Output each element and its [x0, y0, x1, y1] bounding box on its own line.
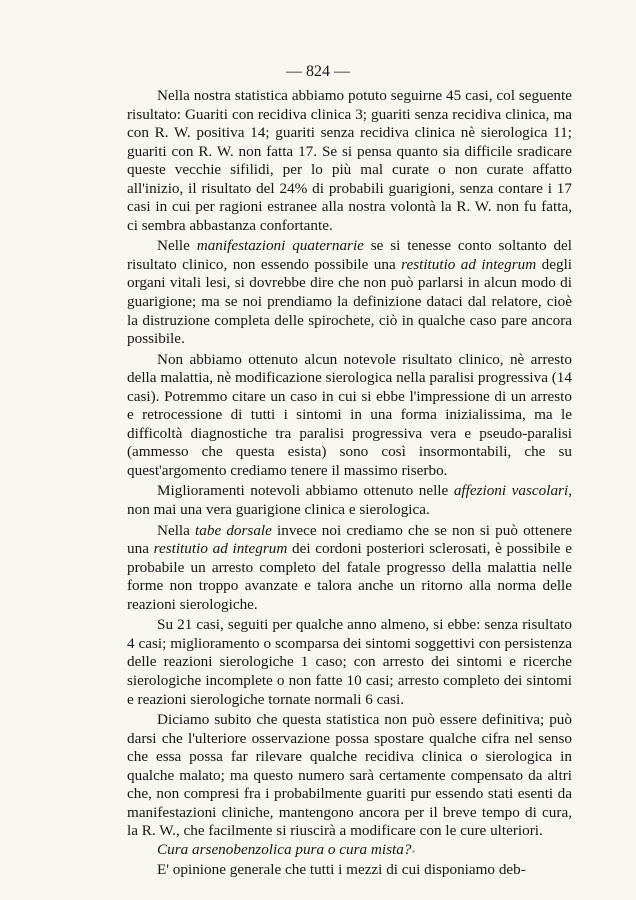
italic-term: tabe dorsale	[195, 521, 272, 539]
text-run: Nelle	[157, 237, 197, 255]
text-run: Nella nostra statistica abbiamo potuto seguirne 45 casi, col seguente risultato: Guariti con recidiva clinica 3; guariti senza recidiva clinica, ma con R. W. positiva 14; guariti senza recidiva clinica nè sierologica 11; guariti con R. W. non fatta 17. Se si pensa quanto sia difficile sradicare queste vecchie sifilidi, per lo più mal curate o non curate affatto all'inizio, il risultato del 24% di probabili guarigioni, senza contare i 17 casi in cui per ragioni estranee alla nostra volontà la R. W. non fu fatta, ci sembra abbastanza confortante.	[127, 87, 572, 234]
paragraph-definitive	[127, 711, 572, 841]
page-number: — 824 —	[286, 63, 350, 80]
italic-term: restitutio ad integrum	[153, 540, 288, 558]
paragraph-results	[127, 616, 572, 709]
text-run: Nella	[157, 521, 196, 539]
paragraph-last-line: E' opinione generale che tutti i mezzi di cui disponiamo deb-	[157, 861, 526, 879]
italic-term: manifestazioni quaternarie	[196, 237, 364, 255]
text-run: Su 21 casi, seguiti per qualche anno almeno, si ebbe: senza risultato 4 casi; miglioramento o scomparsa dei sintomi soggettivi con persistenza delle reazioni sierologiche 1 caso; con arresto dei sintomi e ricerche sierologiche incomplete o non fatte 10 casi; arresto completo dei sintomi e reazioni sierologiche tornate normali 6 casi.	[127, 616, 572, 708]
paragraph-paralysis	[127, 351, 572, 481]
section-heading: Cura arsenobenzolica pura o cura mista?	[157, 840, 412, 858]
paragraph-vascular	[127, 482, 572, 519]
italic-term: affezioni vascolari	[453, 482, 569, 500]
text-run: se si tenesse conto soltanto del risultato clinico, non essendo possibile una	[127, 237, 573, 273]
italic-term: restitutio ad integrum	[401, 255, 537, 273]
text-run: degli organi vitali lesi, si dovrebbe dire che non può parlarsi in alcun modo di guarigione; ma se noi prendiamo la definizione dataci dal relatore, cioè la distruzione completa delle spirochete, ciò in qualche caso pare ancora possibile.	[127, 255, 573, 348]
text-run: invece noi crediamo che se non si può ottenere una	[127, 521, 572, 558]
text-run: Diciamo subito che questa statistica non può essere definitiva; può darsi che l'ulteriore osservazione possa spostare qualche cifra nel senso che essa possa far rilevare qualche recidiva clinica o sierologica in qualche malato; ma questo numero sarà certamente compensato da altri che, non compresi fra i probabilmente guariti pur essendo stati esenti da manifestazioni cliniche, mantengono ancora per il breve tempo di cura, la R. W., che facilmente si riuscirà a modificare con le cure ulteriori.	[127, 711, 572, 840]
page-speck	[412, 850, 415, 853]
paragraph-tabes	[127, 522, 572, 615]
text-run: Miglioramenti notevoli abbiamo ottenuto nelle	[157, 482, 454, 500]
text-run: Non abbiamo ottenuto alcun notevole risultato clinico, nè arresto della malattia, nè modificazione sierologica nella paralisi progressiva (14 casi). Potremmo citare un caso in cui si ebbe l'impressione di un arresto e retrocessione di tutti i sintomi in una forma inizialissima, ma le difficoltà diagnostiche tra paralisi progressiva vera e pseudo-paralisi (ammesso che questa esista) sono così insormontabili, che su quest'argomento crediamo tenere il massimo riserbo.	[127, 350, 572, 479]
text-run: , non mai una vera guarigione clinica e sierologica.	[127, 482, 572, 519]
paragraph-quaternary	[127, 237, 572, 348]
paragraph-statistics	[127, 87, 572, 235]
body-text	[127, 87, 572, 880]
text-run: dei cordoni posteriori sclerosati, è possibile e probabile un arresto completo del fatale progresso della malattia nelle forme non troppo avanzate e talora anche un ritorno alla norma delle reazioni sierologiche.	[127, 540, 572, 613]
